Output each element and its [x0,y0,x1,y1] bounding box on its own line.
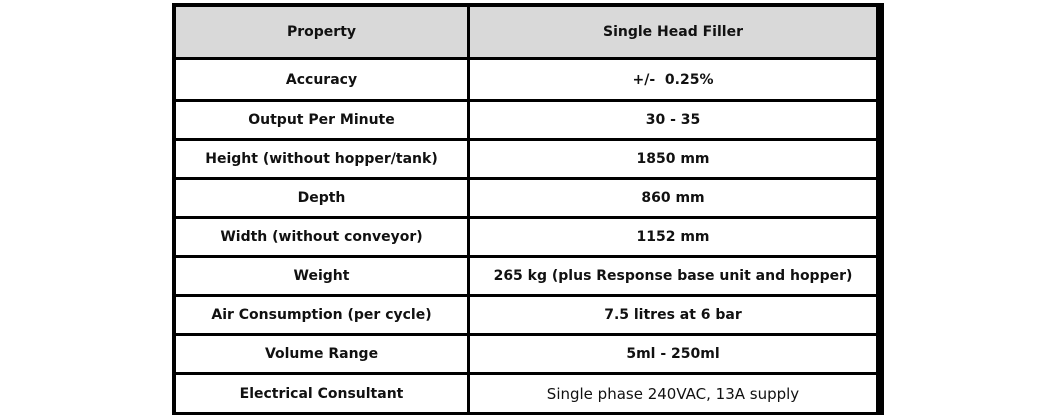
property-cell: Weight [176,258,470,297]
property-cell: Width (without conveyor) [176,219,470,258]
table-row [176,336,876,375]
value-cell: 1850 mm [470,141,876,180]
value-cell: 5ml - 250ml [470,336,876,375]
value-cell: 1152 mm [470,219,876,258]
property-cell: Volume Range [176,336,470,375]
value-cell: 7.5 litres at 6 bar [470,297,876,336]
property-cell: Electrical Consultant [176,375,470,412]
table-row [176,102,876,141]
spec-table [176,7,876,412]
value-cell: 265 kg (plus Response base unit and hopper) [470,258,876,297]
value-cell: +/- 0.25% [470,60,876,102]
table-row [176,60,876,102]
table-header-row [176,7,876,60]
property-cell: Air Consumption (per cycle) [176,297,470,336]
header-single-head-filler: Single Head Filler [470,7,876,60]
header-property: Property [176,7,470,60]
property-cell: Depth [176,180,470,219]
table-row [176,375,876,412]
table-row [176,258,876,297]
property-cell: Height (without hopper/tank) [176,141,470,180]
table-row [176,219,876,258]
property-cell: Output Per Minute [176,102,470,141]
spec-table-frame [172,3,884,415]
value-cell: 860 mm [470,180,876,219]
value-cell: 30 - 35 [470,102,876,141]
table-row [176,141,876,180]
value-cell: Single phase 240VAC, 13A supply [470,375,876,412]
property-cell: Accuracy [176,60,470,102]
table-row [176,297,876,336]
table-row [176,180,876,219]
